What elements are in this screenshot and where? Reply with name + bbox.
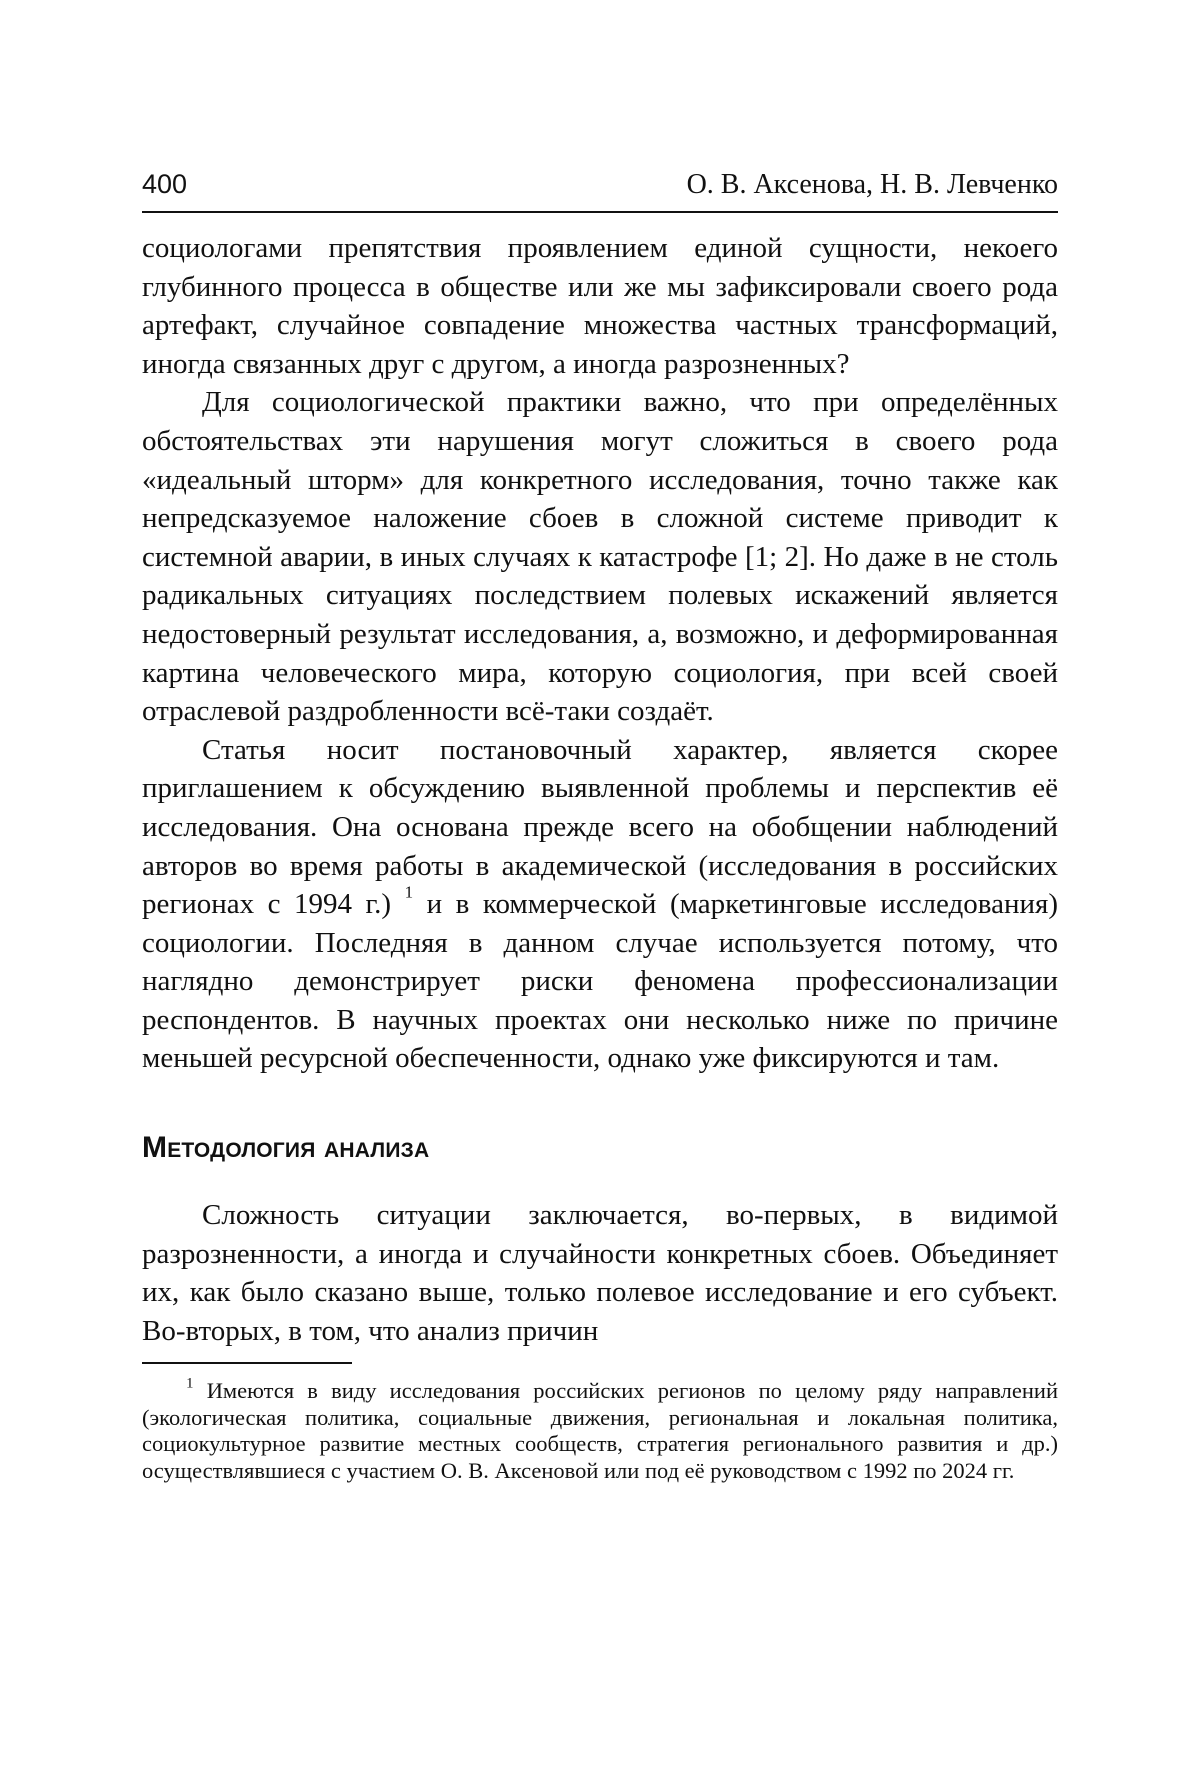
paragraph-article-scope-part-2: и в коммерческой (маркетинговые исследования) социологии. Последняя в данном случае используется потому, что наглядно демонстрирует риски феномена профессионализации респондентов. В научных проектах они несколько ниже по причине меньшей ресурсной обеспеченности, однако уже фиксируются и там.	[142, 888, 1058, 1075]
paragraph-article-scope	[142, 731, 1058, 1078]
footnote-reference[interactable]: 1	[404, 882, 414, 902]
paragraph-article-scope-part-1: Статья носит постановочный характер, является скорее приглашением к обсуждению выявленной проблемы и перспектив её исследования. Она основана прежде всего на обобщении наблюдений авторов во время работы в академической (исследования в российских регионах с 1994 г.)	[142, 733, 1058, 921]
running-head	[142, 166, 1058, 213]
page-number: 400	[142, 169, 188, 199]
paragraph-ideal-storm: Для социологической практики важно, что при определённых обстоятельствах эти нарушения могут сложиться в своего рода «идеальный шторм» для конкретного исследования, точно также как непредсказуемое наложение сбоев в сложной системе приводит к системной аварии, в иных случаях к катастрофе [1; 2]. Но даже в не столь радикальных ситуациях последствием полевых искажений является недостоверный результат исследования, а, возможно, и деформированная картина человеческого мира, которую социология, при всей своей отраслевой раздробленности всё-таки создаёт.	[142, 386, 1058, 728]
footnote-text: Имеются в виду исследования российских регионов по целому ряду направлений (экологическая политика, социальные движения, региональная и локальная политика, социокультурное развитие местных сообществ, стратегия регионального развития и др.) осуществлявшиеся с участием О. В. Аксеновой или под её руководством с 1992 по 2024 гг.	[142, 1378, 1058, 1483]
running-head-authors: О. В. Аксенова, Н. В. Левченко	[686, 169, 1058, 200]
paragraph-methodology: Сложность ситуации заключается, во-первых, в видимой разрозненности, а иногда и случайности конкретных сбоев. Объединяет их, как было сказано выше, только полевое исследование и его субъект. Во-вторых, в том, что анализ причин	[142, 1199, 1058, 1347]
paragraph-continuation: социологами препятствия проявлением единой сущности, некоего глубинного процесса в обществе или же мы зафиксировали своего рода артефакт, случайное совпадение множества частных трансформаций, иногда связанных друг с другом, а иногда разрозненных?	[142, 232, 1058, 380]
footnote-divider	[142, 1362, 352, 1364]
body-text	[142, 229, 1058, 1350]
footnote-marker: 1	[186, 1375, 194, 1392]
book-page	[142, 166, 1058, 1484]
section-heading: Методология анализа	[142, 1131, 430, 1165]
footnote	[142, 1375, 1058, 1484]
